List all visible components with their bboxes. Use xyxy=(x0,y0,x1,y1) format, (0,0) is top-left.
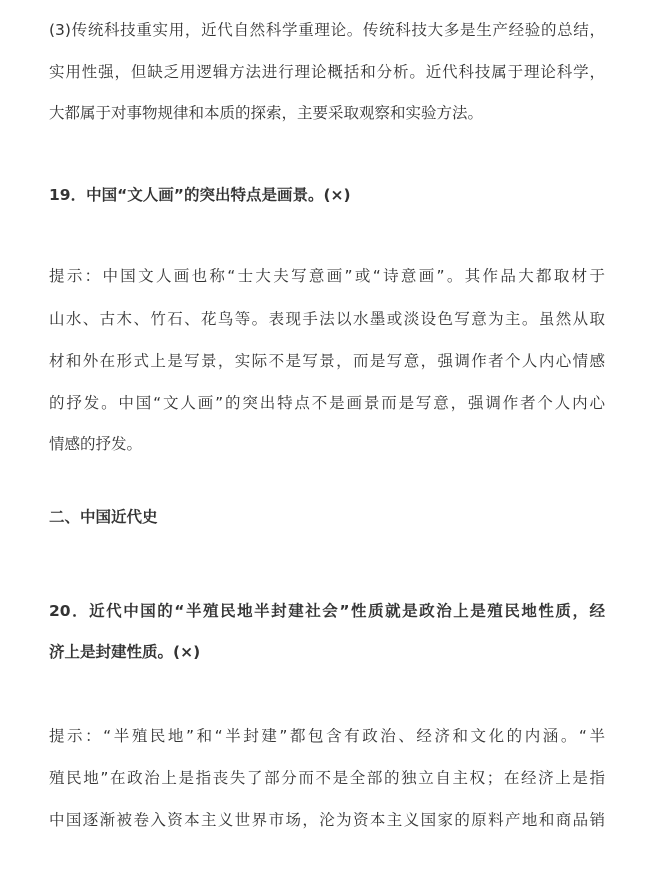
hint-line: 材和外在形式上是写景，实际不是写景，而是写意，强调作者个人内心情感 xyxy=(49,352,605,370)
paragraph-line: 实用性强，但缺乏用逻辑方法进行理论概括和分析。近代科技属于理论科学， xyxy=(49,63,605,81)
question-19: 19．中国“文人画”的突出特点是画景。(×) xyxy=(49,186,351,204)
paragraph-line: (3)传统科技重实用，近代自然科学重理论。传统科技大多是生产经验的总结， xyxy=(49,21,605,39)
hint-line: 殖民地”在政治上是指丧失了部分而不是全部的独立自主权；在经济上是指 xyxy=(49,769,605,787)
hint-line: 的抒发。中国“文人画”的突出特点不是画景而是写意，强调作者个人内心 xyxy=(49,394,605,412)
question-20: 20．近代中国的“半殖民地半封建社会”性质就是政治上是殖民地性质，经 xyxy=(49,602,605,620)
hint-line: 山水、古木、竹石、花鸟等。表现手法以水墨或淡设色写意为主。虽然从取 xyxy=(49,310,605,328)
paragraph-line: 大都属于对事物规律和本质的探索，主要采取观察和实验方法。 xyxy=(49,104,484,122)
hint-line: 提示：中国文人画也称“士大夫写意画”或“诗意画”。其作品大都取材于 xyxy=(49,267,605,285)
section-heading: 二、中国近代史 xyxy=(49,508,158,526)
hint-line: 情感的抒发。 xyxy=(49,435,143,453)
hint-line: 提示：“半殖民地”和“半封建”都包含有政治、经济和文化的内涵。“半 xyxy=(49,727,605,745)
question-20: 济上是封建性质。(×) xyxy=(49,643,201,661)
hint-line: 中国逐渐被卷入资本主义世界市场，沦为资本主义国家的原料产地和商品销 xyxy=(49,811,605,829)
